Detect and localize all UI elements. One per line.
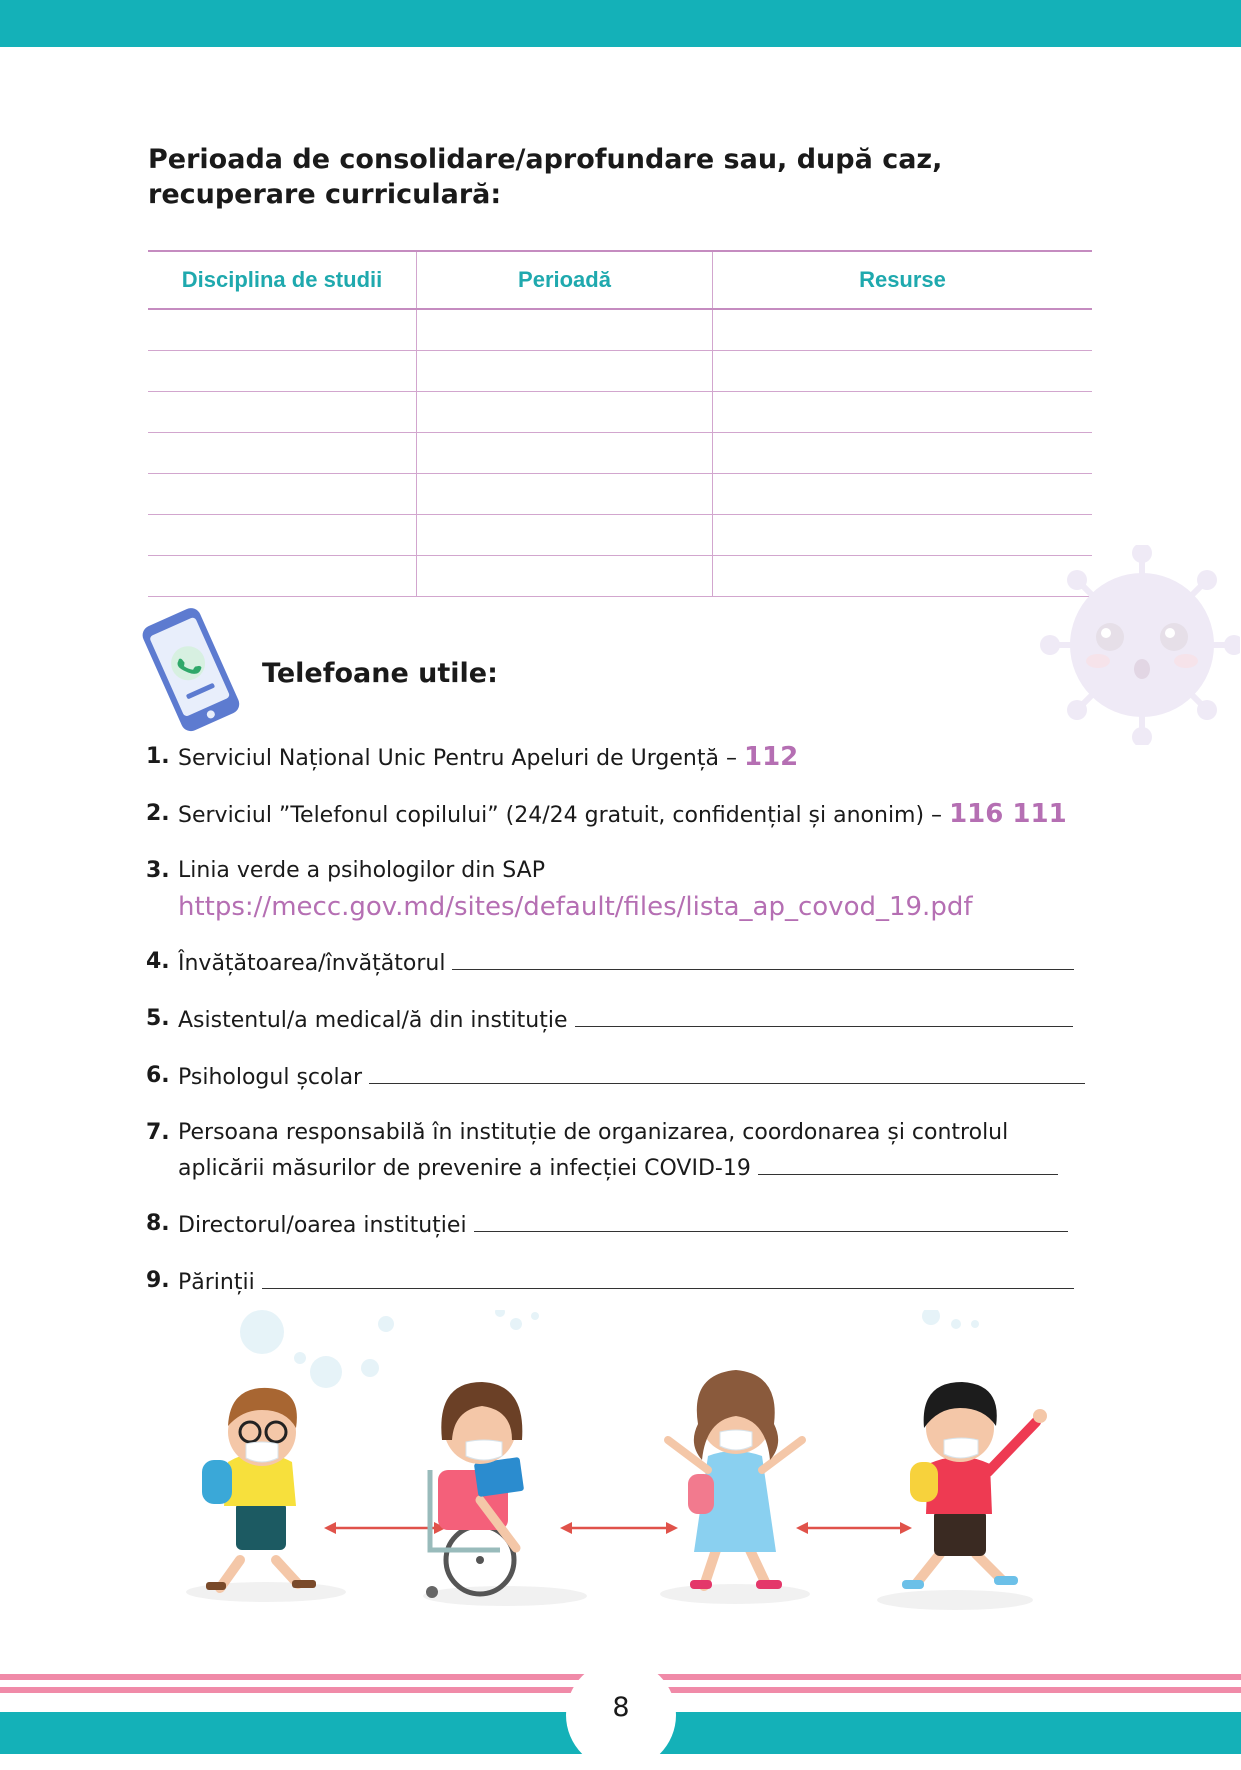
page-number: 8 (612, 1692, 630, 1723)
column-header-period: Perioadă (417, 251, 713, 309)
table-cell[interactable] (148, 351, 417, 392)
column-header-resources: Resurse (713, 251, 1093, 309)
item-number: 2. (146, 801, 170, 826)
page-title: Perioada de consolidare/aprofundare sau, după caz, recuperare curriculară: (148, 144, 943, 210)
table-row (148, 392, 1092, 433)
fill-in-line[interactable] (369, 1059, 1085, 1084)
item-text: Asistentul/a medical/ă din instituție (178, 1008, 568, 1033)
fill-in-line[interactable] (474, 1207, 1068, 1232)
item-text: Serviciul Național Unic Pentru Apeluri de Urgență – (178, 746, 737, 771)
table-cell[interactable] (713, 351, 1093, 392)
table-cell[interactable] (713, 556, 1093, 597)
table-cell[interactable] (713, 474, 1093, 515)
item-number: 7. (146, 1120, 170, 1145)
useful-phones-heading: Telefoane utile: (262, 658, 498, 689)
item-text: Persoana responsabilă în instituție de organizarea, coordonarea și controlul aplicării măsurilor de prevenire a infecției COVID-19 (178, 1120, 1009, 1181)
list-item (146, 1002, 1096, 1038)
list-item (146, 1264, 1096, 1300)
study-plan-table (148, 250, 1092, 597)
list-item (146, 1116, 1096, 1186)
fill-in-line[interactable] (575, 1002, 1073, 1027)
table-cell[interactable] (417, 309, 713, 351)
fill-in-line[interactable] (452, 945, 1074, 970)
table-cell[interactable] (417, 351, 713, 392)
item-number: 4. (146, 949, 170, 974)
fill-in-line[interactable] (758, 1150, 1058, 1175)
table-cell[interactable] (417, 474, 713, 515)
list-item (146, 1059, 1096, 1095)
table-cell[interactable] (417, 515, 713, 556)
table-cell[interactable] (148, 474, 417, 515)
item-text: Psihologul școlar (178, 1065, 363, 1090)
table-cell[interactable] (417, 392, 713, 433)
table-row (148, 433, 1092, 474)
table-row (148, 556, 1092, 597)
list-item (146, 854, 1096, 924)
item-number: 9. (146, 1268, 170, 1293)
column-header-discipline: Disciplina de studii (148, 251, 417, 309)
item-number: 3. (146, 858, 170, 883)
table-cell[interactable] (713, 392, 1093, 433)
item-text: Directorul/oarea instituției (178, 1213, 467, 1238)
fill-in-line[interactable] (262, 1264, 1074, 1289)
top-banner (0, 0, 1241, 47)
child-helpline-number: 116 111 (949, 799, 1067, 829)
item-number: 5. (146, 1006, 170, 1031)
table-cell[interactable] (417, 556, 713, 597)
item-text: Linia verde a psihologilor din SAP (178, 858, 545, 883)
virus-illustration (1040, 545, 1240, 745)
table-cell[interactable] (148, 515, 417, 556)
table-row (148, 309, 1092, 351)
item-number: 1. (146, 744, 170, 769)
item-number: 8. (146, 1211, 170, 1236)
table-cell[interactable] (148, 392, 417, 433)
list-item (146, 740, 1096, 776)
table-cell[interactable] (417, 433, 713, 474)
table-cell[interactable] (148, 433, 417, 474)
table-cell[interactable] (713, 433, 1093, 474)
table-cell[interactable] (148, 556, 417, 597)
table-row (148, 474, 1092, 515)
emergency-number: 112 (743, 742, 799, 772)
item-text: Învățătoarea/învățătorul (178, 951, 446, 976)
phone-list (146, 740, 1096, 1321)
table-row (148, 351, 1092, 392)
item-text: Părinții (178, 1270, 255, 1295)
list-item (146, 1207, 1096, 1243)
table-cell[interactable] (148, 309, 417, 351)
item-number: 6. (146, 1063, 170, 1088)
table-row (148, 515, 1092, 556)
list-item (146, 945, 1096, 981)
smartphone-icon (130, 605, 250, 735)
item-text: Serviciul ”Telefonul copilului” (24/24 gratuit, confidențial și anonim) – (178, 803, 943, 828)
list-item (146, 797, 1096, 833)
table-cell[interactable] (713, 309, 1093, 351)
psychologists-link[interactable]: https://mecc.gov.md/sites/default/files/lista_ap_covod_19.pdf (178, 892, 973, 922)
table-cell[interactable] (713, 515, 1093, 556)
children-social-distancing-illustration (180, 1310, 1060, 1610)
table-header-row (148, 251, 1092, 309)
